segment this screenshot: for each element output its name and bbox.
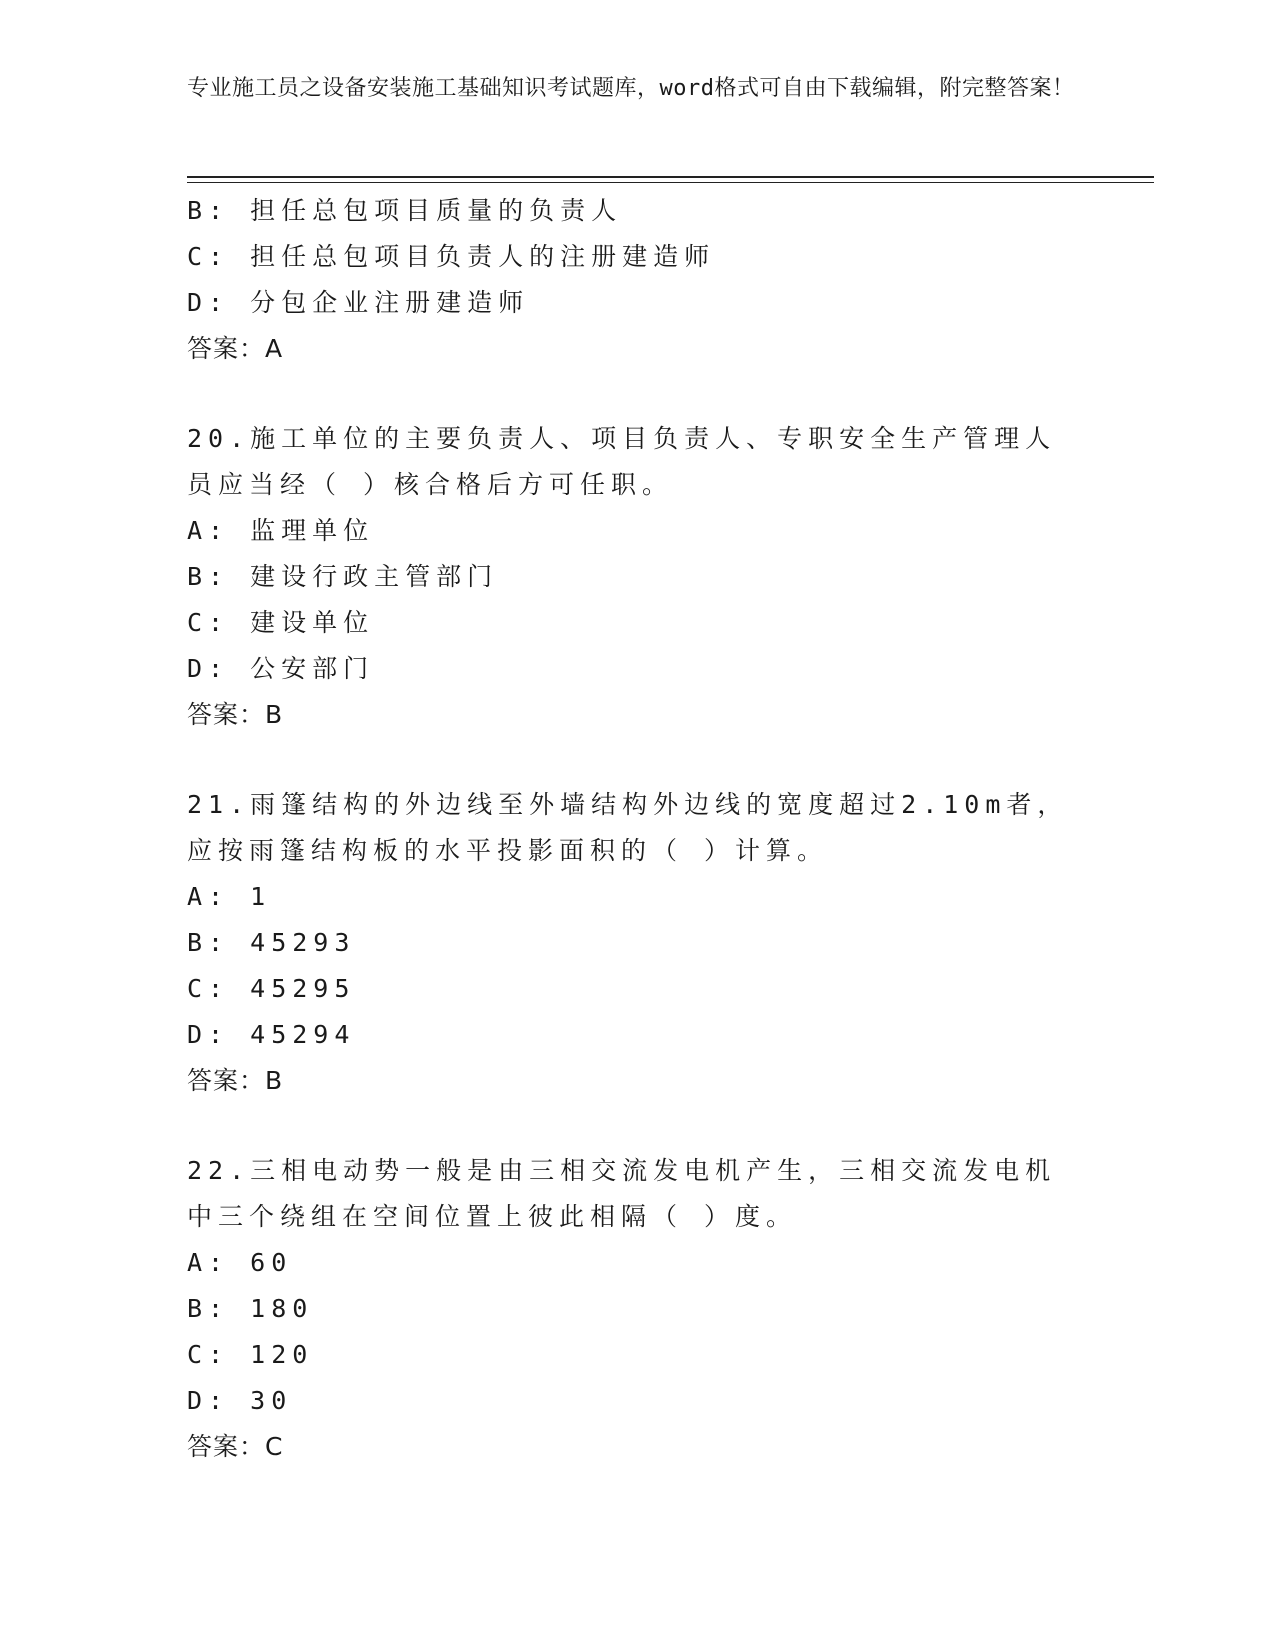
spacer xyxy=(187,372,1087,416)
question-block-22 xyxy=(187,1148,1087,1470)
option-a: A: 监理单位 xyxy=(187,516,375,545)
document-body xyxy=(187,188,1087,1470)
spacer xyxy=(187,738,1087,782)
option-c: C: 建设单位 xyxy=(187,608,375,637)
option-d: D: 分包企业注册建造师 xyxy=(187,288,530,317)
option-a: A: 60 xyxy=(187,1248,293,1277)
answer-line: 答案：B xyxy=(187,700,284,729)
answer-line: 答案：B xyxy=(187,1066,284,1095)
option-c: C: 45295 xyxy=(187,974,356,1003)
option-c: C: 担任总包项目负责人的注册建造师 xyxy=(187,242,716,271)
question-text: 22.三相电动势一般是由三相交流发电机产生，三相交流发电机中三个绕组在空间位置上彼此相隔（ ）度。 xyxy=(187,1156,1057,1231)
answer-line: 答案：C xyxy=(187,1432,284,1461)
question-text: 21.雨篷结构的外边线至外墙结构外边线的宽度超过2.10m者，应按雨篷结构板的水平投影面积的（ ）计算。 xyxy=(187,790,1069,865)
option-b: B: 建设行政主管部门 xyxy=(187,562,499,591)
question-text: 20.施工单位的主要负责人、项目负责人、专职安全生产管理人员应当经（ ）核合格后方可任职。 xyxy=(187,424,1057,499)
option-c: C: 120 xyxy=(187,1340,314,1369)
option-b: B: 担任总包项目质量的负责人 xyxy=(187,196,623,225)
question-block-19-tail xyxy=(187,188,1087,372)
option-d: D: 30 xyxy=(187,1386,293,1415)
option-d: D: 45294 xyxy=(187,1020,356,1049)
header-divider-thick xyxy=(187,176,1154,178)
option-b: B: 45293 xyxy=(187,928,356,957)
header-title: 专业施工员之设备安装施工基础知识考试题库，word格式可自由下载编辑，附完整答案！ xyxy=(187,76,1075,101)
option-d: D: 公安部门 xyxy=(187,654,375,683)
option-b: B: 180 xyxy=(187,1294,314,1323)
answer-line: 答案：A xyxy=(187,334,284,363)
header-divider-thin xyxy=(187,182,1154,183)
question-block-21 xyxy=(187,782,1087,1104)
spacer xyxy=(187,1104,1087,1148)
question-block-20 xyxy=(187,416,1087,738)
document-header xyxy=(187,72,1087,106)
option-a: A: 1 xyxy=(187,882,272,911)
